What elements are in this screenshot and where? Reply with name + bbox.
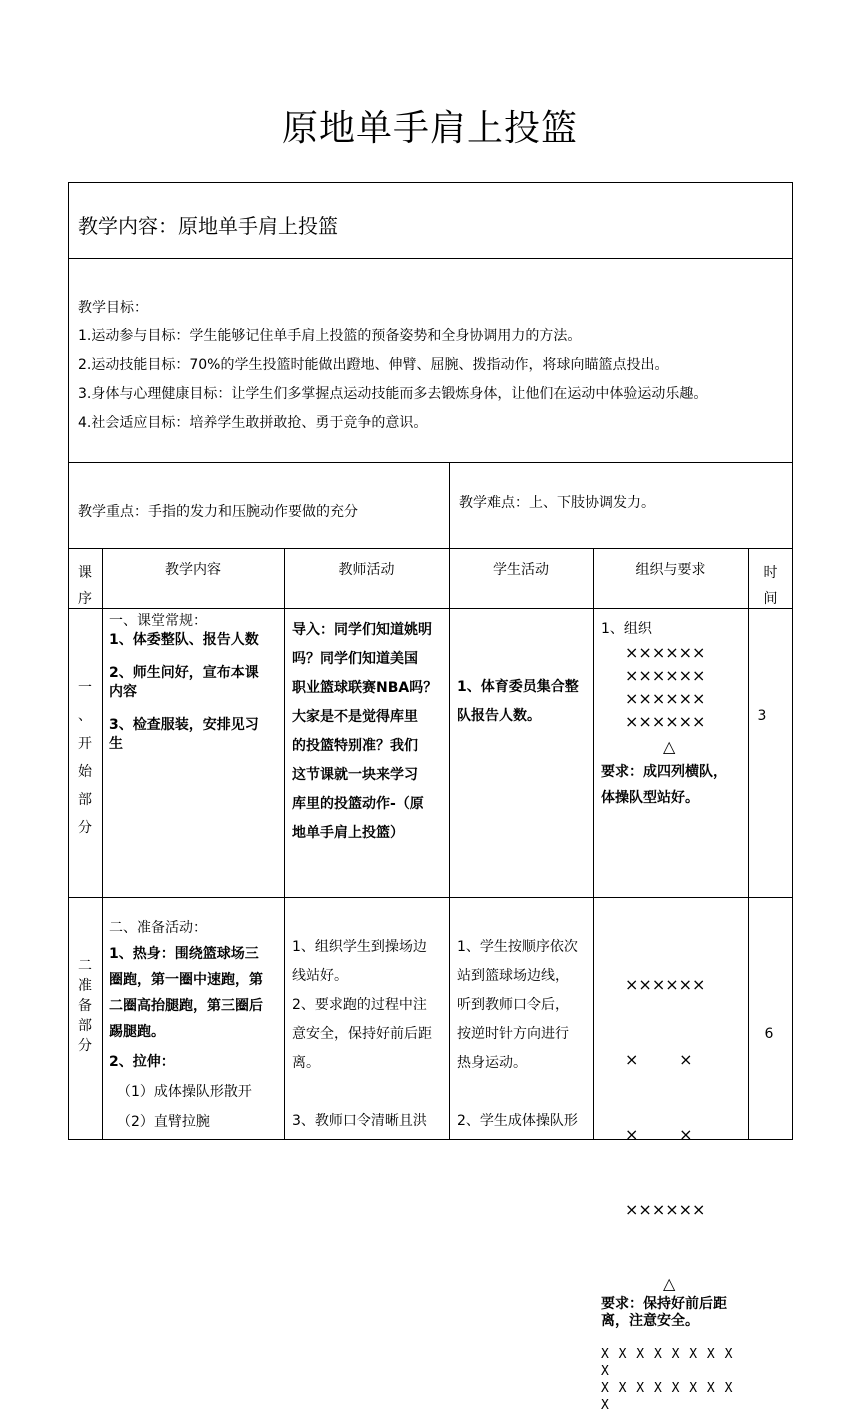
teaching-content: 教学内容：原地单手肩上投篮 [78, 214, 338, 238]
row1-org: 1、组织 ×××××× ×××××× ×××××× ×××××× △ 要求：成四列横队， 体操队型站好。 [601, 618, 746, 810]
divider [102, 548, 103, 1140]
teacher-triangle-icon: △ [663, 1274, 676, 1293]
track-row: ×××××× [625, 1200, 706, 1219]
formation-row: ×××××× [625, 666, 706, 685]
header-teacher: 教师活动 [338, 562, 395, 578]
divider [68, 462, 793, 463]
row1-content: 一、课堂常规： 1、体委整队、报告人数 2、师生问好，宣布本课 内容 3、检查服装，安排见习 生 [109, 613, 259, 752]
header-student: 学生活动 [493, 562, 549, 578]
track-row: × × [625, 1050, 693, 1069]
divider [68, 548, 793, 549]
objective-item: 1.运动参与目标：学生能够记住单手肩上投篮的预备姿势和全身协调用力的方法。 [78, 328, 582, 344]
formation-row: ×××××× [625, 712, 706, 731]
divider [449, 548, 450, 1140]
divider [68, 897, 793, 898]
track-row: ×××××× [625, 975, 706, 994]
document-title: 原地单手肩上投篮 [281, 108, 578, 149]
row2-teacher: 1、组织学生到操场边 线站好。 2、要求跑的过程中注 意安全，保持好前后距 离。 3、教师口令清晰且洪 [292, 939, 432, 1129]
formation-row: ×××××× [625, 643, 706, 662]
divider [593, 548, 594, 1140]
divider [748, 548, 749, 1140]
row2-student: 1、学生按顺序依次 站到篮球场边线， 听到教师口令后， 按逆时针方向进行 热身运动。 2、学生成体操队形 [457, 939, 578, 1129]
divider [449, 462, 450, 548]
track-row: × × [625, 1125, 693, 1144]
header-seq: 课 序 [78, 565, 92, 607]
divider [68, 258, 793, 259]
row1-time: 3 [757, 708, 767, 724]
key-point: 教学重点：手指的发力和压腕动作要做的充分 [78, 504, 358, 520]
objective-item: 2.运动技能目标：70%的学生投篮时能做出蹬地、伸臂、屈腕、拨指动作，将球向瞄篮点投出。 [78, 357, 669, 373]
objective-item: 4.社会适应目标：培养学生敢拼敢抢、勇于竞争的意识。 [78, 415, 428, 431]
row1-student: 1、体育委员集合整 队报告人数。 [457, 679, 579, 724]
difficulty: 教学难点：上、下肢协调发力。 [459, 495, 655, 511]
header-org: 组织与要求 [635, 562, 706, 578]
row2-seq: 二 准 备 部 分 [78, 958, 92, 1054]
row1-seq: 一 、 开 始 部 分 [78, 680, 92, 836]
row2-org: ×××××× × × × × ×××××× △ 要求：保持好前后距 离，注意安全。 X X X X X X X X X X X X X X X X X X [601, 922, 746, 1414]
divider [284, 548, 285, 1140]
row1-teacher: 导入：同学们知道姚明 吗？同学们知道美国 职业篮球联赛NBA吗？ 大家是不是觉得库里 的投篮特别准？我们 这节课就一块来学习 库里的投篮动作-（原 地单手肩上投篮） [292, 622, 438, 841]
objective-item: 3.身体与心理健康目标：让学生们多掌握点运动技能而多去锻炼身体，让他们在运动中体验运动乐趣。 [78, 386, 708, 402]
formation-row: ×××××× [625, 689, 706, 708]
row2-time: 6 [764, 1026, 774, 1042]
header-time: 时 间 [763, 565, 778, 607]
row2-content: 二、准备活动： 1、热身：围绕篮球场三 圈跑，第一圈中速跑，第 二圈高抬腿跑，第三圈后 踢腿跑。 2、拉伸： （1）成体操队形散开 （2）直臂拉腕 [109, 920, 263, 1130]
teacher-triangle-icon: △ [663, 737, 676, 756]
student-row: X X X X X X X X X [601, 1381, 734, 1413]
header-content: 教学内容 [165, 562, 221, 578]
objectives-heading: 教学目标： [78, 300, 148, 316]
divider [68, 608, 793, 609]
student-row: X X X X X X X X X [601, 1347, 734, 1379]
